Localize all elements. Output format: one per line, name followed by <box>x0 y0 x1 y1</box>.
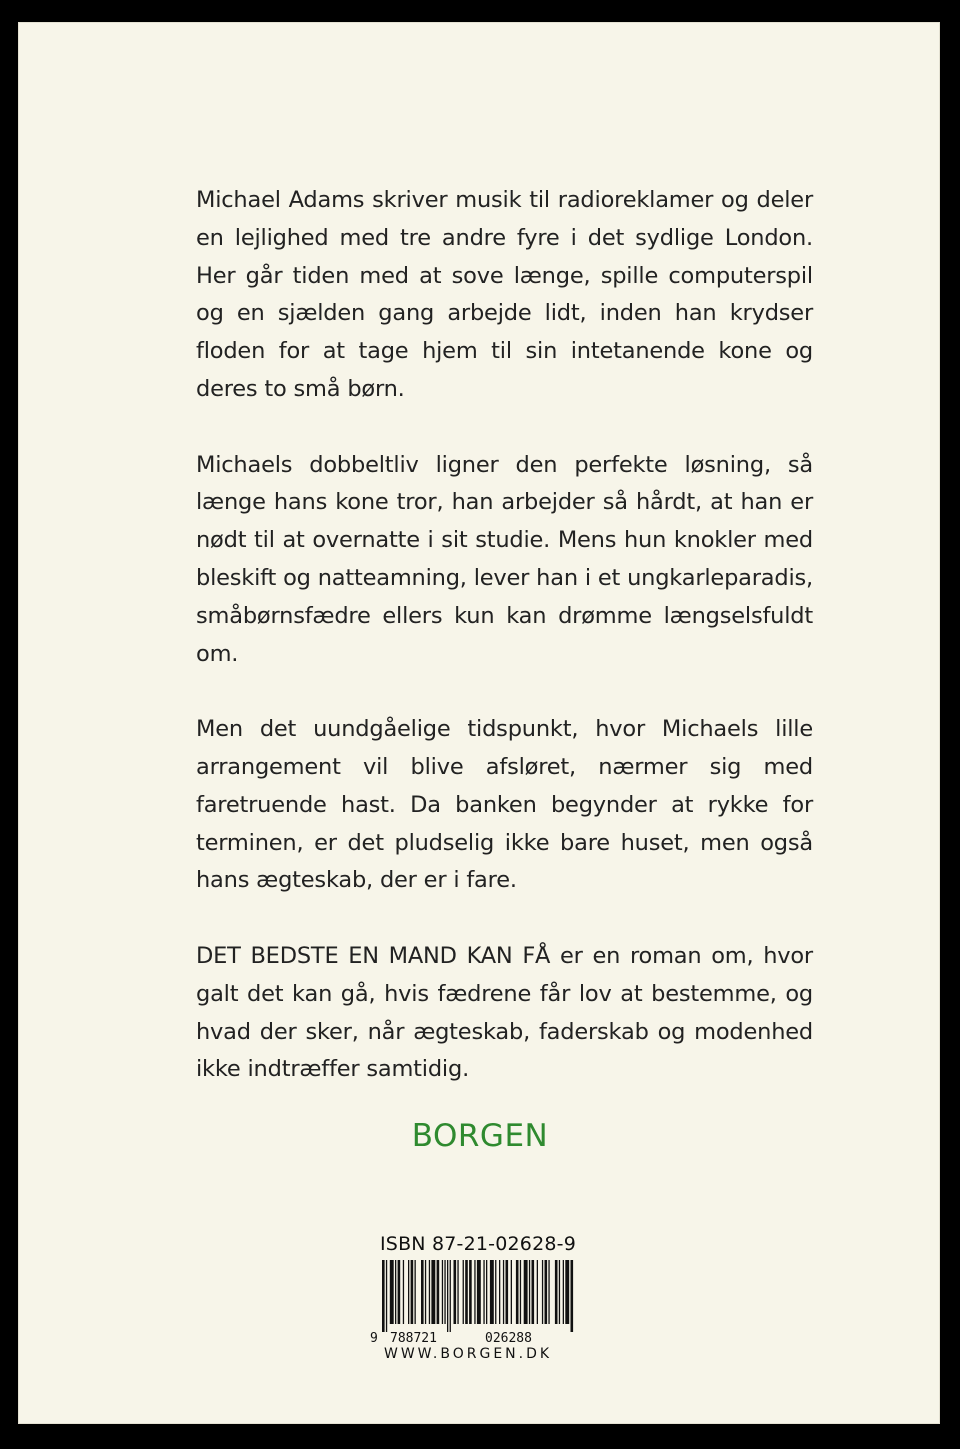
blurb-paragraph-1: Michael Adams skriver musik til radioreklamer og deler en lejlighed med tre andre fyre i det sydlige London. Her går tiden med at sove længe, spille computerspil og en sjælden gang arbejde lidt, inden han krydser floden for at tage hjem til sin intetanende kone og deres to små børn. <box>196 187 813 402</box>
barcode-bar <box>431 1260 435 1324</box>
barcode-first-digit: 9 <box>370 1331 378 1346</box>
barcode-bar <box>382 1260 385 1332</box>
barcode-bar <box>403 1260 404 1324</box>
barcode-bar <box>390 1260 394 1324</box>
barcode-bar <box>542 1260 543 1324</box>
barcode-bar <box>474 1260 475 1324</box>
barcode-bar <box>450 1260 451 1332</box>
barcode-bar <box>548 1260 549 1324</box>
barcode-bar <box>469 1260 472 1324</box>
barcode-bar <box>532 1260 535 1324</box>
barcode-bar <box>499 1260 500 1324</box>
barcode-bar <box>447 1260 448 1332</box>
barcode-bar <box>524 1260 528 1324</box>
barcode-bar <box>529 1260 530 1324</box>
blurb-paragraph-4: DET BEDSTE EN MAND KAN FÅ er en roman om, hvor galt det kan gå, hvis fædrene får lov at bestemme, og hvad der sker, når ægteskab, faderskab og modenhed ikke indtræffer samtidig. <box>196 942 813 1083</box>
barcode-left-group: 788721 <box>390 1331 437 1346</box>
barcode-bar <box>454 1260 457 1324</box>
barcode-bar <box>444 1260 445 1324</box>
blurb-paragraph-3: Men det uundgåelige tidspunkt, hvor Michaels lille arrangement vil blive afsløret, nærmer sig med faretruende hast. Da banken begynder at rykke for terminen, er det pludselig ikke bare huset, men også hans ægteskab, der er i fare. <box>196 716 813 894</box>
barcode-bar <box>511 1260 512 1324</box>
barcode-bar <box>437 1260 440 1324</box>
barcode-bar <box>555 1260 558 1324</box>
barcode-bar <box>520 1260 521 1324</box>
barcode-bar <box>537 1260 538 1324</box>
barcode-bar <box>503 1260 504 1324</box>
blurb-text <box>196 182 813 1127</box>
isbn-block <box>370 1232 577 1362</box>
website-url: WWW.BORGEN.DK <box>384 1346 553 1362</box>
barcode-bar <box>477 1260 481 1324</box>
barcode <box>380 1260 576 1336</box>
isbn-number: ISBN 87-21-02628-9 <box>380 1233 577 1255</box>
barcode-bar <box>465 1260 468 1324</box>
barcode-bar <box>411 1260 414 1324</box>
barcode-bar <box>398 1260 401 1324</box>
barcode-bar <box>425 1260 426 1324</box>
barcode-bar <box>545 1260 548 1324</box>
barcode-bar <box>506 1260 509 1324</box>
barcode-bar <box>463 1260 464 1324</box>
barcode-bar <box>559 1260 560 1324</box>
barcode-bar <box>442 1260 443 1324</box>
barcode-bar <box>386 1260 387 1332</box>
book-back-cover <box>18 22 940 1424</box>
barcode-bar <box>429 1260 430 1324</box>
barcode-right-group: 026288 <box>485 1331 532 1346</box>
barcode-bar <box>483 1260 484 1324</box>
barcode-bar <box>395 1260 396 1324</box>
barcode-bar <box>495 1260 496 1324</box>
barcode-bar <box>421 1260 424 1324</box>
barcode-bar <box>486 1260 487 1324</box>
barcode-bar <box>571 1260 574 1332</box>
blurb-paragraph-2: Michaels dobbeltliv ligner den perfekte løsning, så længe hans kone tror, han arbejder så hårdt, at han er nødt til at overnatte i sit studie. Mens hun knokler med bleskift og natteamning, lever han i et ungkarleparadis, småbørnsfædre ellers kun kan drømme længselsfuldt om. <box>196 451 813 667</box>
barcode-bar <box>408 1260 409 1324</box>
publisher-logo: BORGEN <box>411 1118 549 1154</box>
barcode-bar <box>516 1260 519 1324</box>
barcode-bar <box>565 1260 569 1324</box>
barcode-bar <box>490 1260 494 1324</box>
barcode-bar <box>457 1260 458 1324</box>
barcode-bar <box>563 1260 564 1324</box>
barcode-bar <box>415 1260 416 1324</box>
